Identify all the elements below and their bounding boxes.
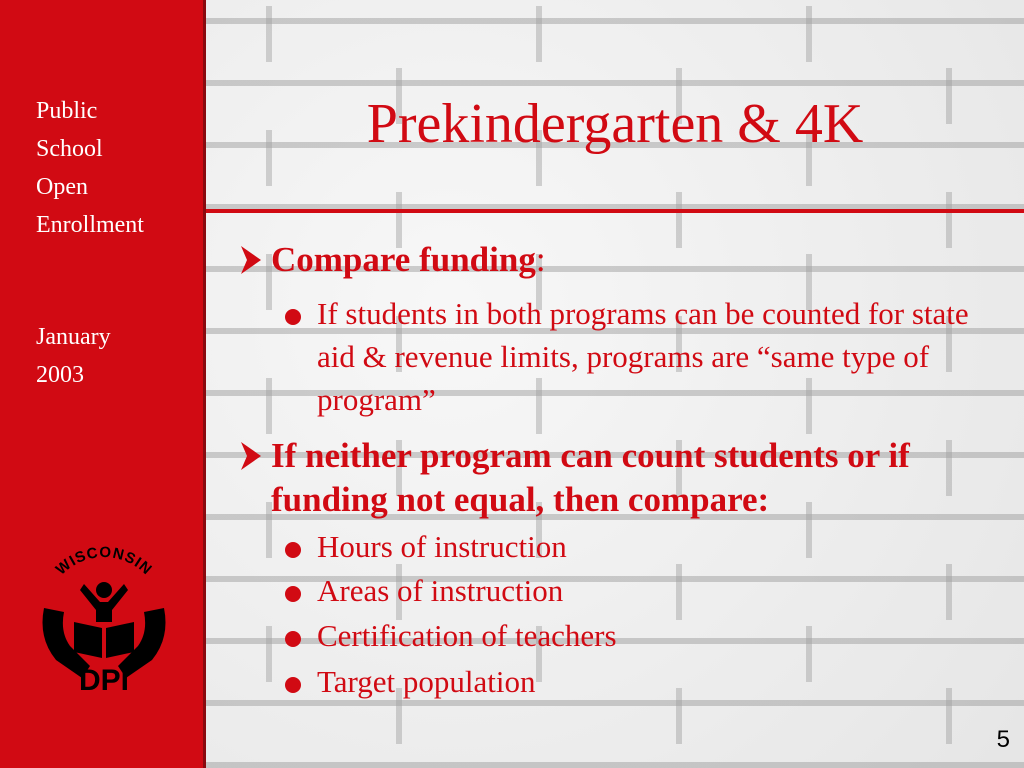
sidebar-panel xyxy=(0,0,206,768)
subbullet-hours xyxy=(285,525,985,568)
subbullet-text: Target population xyxy=(317,664,536,699)
sidebar-line: School xyxy=(36,136,103,162)
sidebar-line: Open xyxy=(36,174,88,200)
arrow-bullet-icon xyxy=(237,440,265,472)
bullet-compare-funding xyxy=(237,238,997,282)
subbullet-target-population xyxy=(285,660,985,703)
bullet-if-neither xyxy=(237,434,997,522)
circle-bullet-icon xyxy=(285,542,301,558)
sidebar-line: Enrollment xyxy=(36,212,144,238)
wisconsin-dpi-logo xyxy=(34,538,174,698)
subbullet-text: If students in both programs can be counted for state aid & revenue limits, programs are “same type of program” xyxy=(317,296,969,417)
circle-bullet-icon xyxy=(285,309,301,325)
arrow-bullet-icon xyxy=(237,244,265,276)
logo-arc-text: WISCONSIN xyxy=(52,543,156,579)
svg-text:WISCONSIN xyxy=(53,544,156,579)
circle-bullet-icon xyxy=(285,677,301,693)
subbullet-certification xyxy=(285,614,985,657)
subbullet-areas xyxy=(285,569,985,612)
circle-bullet-icon xyxy=(285,631,301,647)
subbullet-funding-detail xyxy=(285,292,985,421)
subbullet-text: Areas of instruction xyxy=(317,573,564,608)
page-number: 5 xyxy=(996,726,1010,753)
bullet-text: If neither program can count students or if funding not equal, then compare: xyxy=(271,436,910,519)
subbullet-text: Certification of teachers xyxy=(317,618,617,653)
slide-title: Prekindergarten & 4K xyxy=(366,93,864,155)
sidebar-date-month: January xyxy=(36,324,111,350)
sidebar-date xyxy=(36,318,111,394)
sidebar-line: Public xyxy=(36,98,98,124)
sidebar-date-year: 2003 xyxy=(36,362,84,388)
circle-bullet-icon xyxy=(285,586,301,602)
sidebar-heading xyxy=(36,92,144,244)
title-divider xyxy=(206,209,1024,213)
bullet-suffix: : xyxy=(535,240,546,279)
subbullet-text: Hours of instruction xyxy=(317,529,567,564)
logo-dpi-text: DPI xyxy=(78,664,130,697)
bullet-text: Compare funding xyxy=(271,240,536,279)
